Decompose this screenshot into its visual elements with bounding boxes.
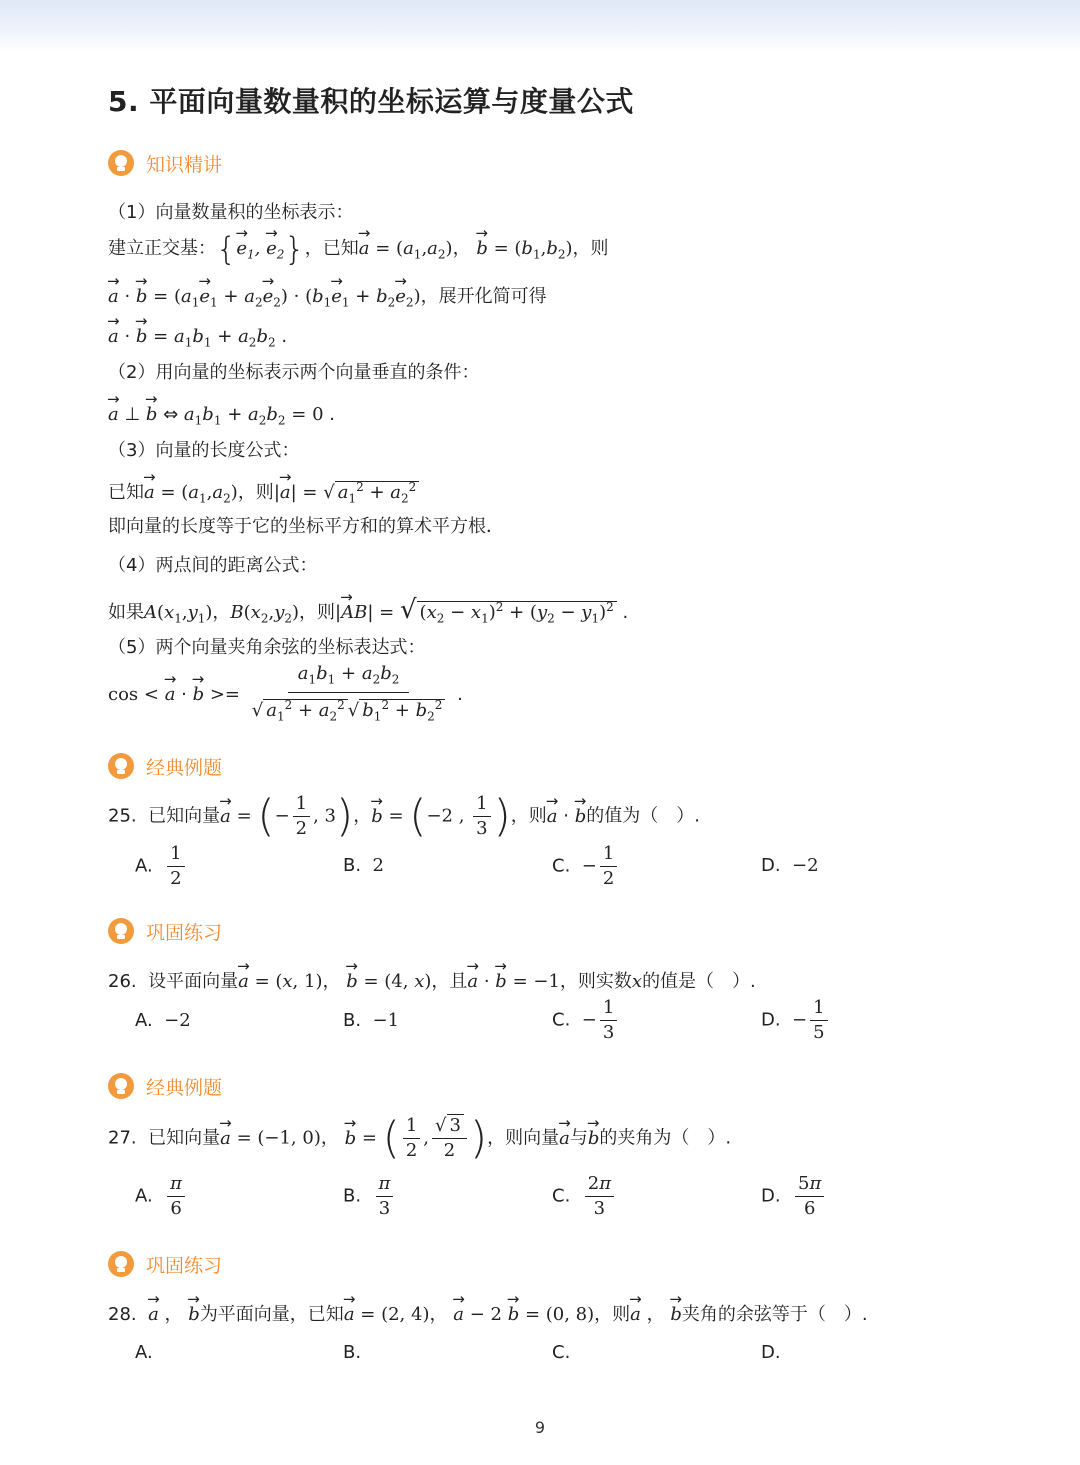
knowledge-p4-heading: （4）两点间的距离公式： bbox=[108, 555, 318, 576]
option-b[interactable]: B. 2 bbox=[343, 855, 384, 876]
question-27: 27. 已知向量→ a = (−1, 0)， → b = ( $\frac{1}{2}$ , $\frac{√ 3}{2}$ )，则向量→ a与→ b的夹角为（ ）. bbox=[108, 1114, 731, 1163]
knowledge-p2-heading: （2）用向量的坐标表示两个向量垂直的条件： bbox=[108, 362, 480, 383]
option-c[interactable]: C. − $\frac{1}{3}$ bbox=[552, 996, 620, 1045]
section-practice-header bbox=[108, 916, 222, 946]
option-d[interactable]: D. $\frac{5\pi}{6}$ bbox=[761, 1172, 827, 1221]
option-d[interactable]: D. − $\frac{1}{5}$ bbox=[761, 996, 831, 1045]
section-label: 经典例题 bbox=[146, 1076, 223, 1099]
knowledge-p4-formula: 如果$A(x_1,y_1)$，$B(x_2,y_2)$，则|→ AB| = √ $(x_2 - x_1)^2 + (y_2 - y_1)^2$ . bbox=[108, 594, 628, 632]
knowledge-p1-basis: 建立正交基：{→ $e_1$, → $e_2$}，已知→ $a = (a_1,a_2)$， → $b = (b_1,b_2)$，则 bbox=[108, 232, 609, 268]
header-band bbox=[0, 0, 1080, 52]
option-a[interactable]: A. bbox=[135, 1342, 153, 1363]
knowledge-p3-note: 即向量的长度等于它的坐标平方和的算术平方根． bbox=[108, 516, 504, 537]
knowledge-p5-heading: （5）两个向量夹角余弦的坐标表达式： bbox=[108, 637, 426, 658]
option-a[interactable]: A. −2 bbox=[135, 1010, 191, 1031]
page-number: 9 bbox=[534, 1418, 546, 1437]
section-label: 巩固练习 bbox=[146, 921, 223, 944]
option-c[interactable]: C. bbox=[552, 1342, 571, 1363]
question-25: 25. 已知向量→ a = (− $\frac{1}{2}$ , 3)，→ b = (−2 , $\frac{1}{3}$ )，则→ a · → b的值为（ ）. bbox=[108, 792, 700, 841]
knowledge-p3-formula: 已知→ $a = (a_1,a_2)$，则|→ a| = √ $a_1^2 + a_2^2$ bbox=[108, 474, 419, 512]
section-label: 巩固练习 bbox=[146, 1254, 223, 1277]
section-label: 知识精讲 bbox=[146, 153, 223, 176]
option-b[interactable]: B. bbox=[343, 1342, 362, 1363]
section-practice-header bbox=[108, 1249, 222, 1279]
section-example-header bbox=[108, 1071, 222, 1101]
option-c[interactable]: C. − $\frac{1}{2}$ bbox=[552, 842, 620, 891]
option-a[interactable]: A. $\frac{\pi}{6}$ bbox=[135, 1172, 188, 1221]
section-example-header bbox=[108, 751, 222, 781]
question-26: 26. 设平面向量→ a = (x, 1)， → b = (4, x)，且→ a · → b = −1，则实数x的值是（ ）. bbox=[108, 965, 756, 993]
section-knowledge-header bbox=[108, 148, 222, 178]
option-a[interactable]: A. $\frac{1}{2}$ bbox=[135, 842, 188, 891]
page-title: 5. 平面向量数量积的坐标运算与度量公式 bbox=[108, 85, 634, 118]
knowledge-p2-formula: → a ⊥ → b ⇔ $a_1b_1 + a_2b_2 = 0$ . bbox=[108, 398, 335, 434]
lightbulb-icon bbox=[108, 753, 134, 779]
knowledge-p1-expansion: → a · → $b = (a_1\to e_1 + a_2\to e_2) \cdot (b_1\to e_1 + b_2\to e_2)$，展开化简可得 bbox=[108, 280, 547, 316]
question-28: 28. → a ， → b为平面向量，已知→ a = (2, 4)， → a − 2 → b = (0, 8)，则→ a ， → b夹角的余弦等于（ ）. bbox=[108, 1298, 868, 1326]
lightbulb-icon bbox=[108, 1073, 134, 1099]
knowledge-p1-result: → a · → $b = a_1b_1 + a_2b_2$ . bbox=[108, 320, 287, 356]
lightbulb-icon bbox=[108, 918, 134, 944]
lightbulb-icon bbox=[108, 1251, 134, 1277]
option-b[interactable]: B. −1 bbox=[343, 1010, 400, 1031]
option-c[interactable]: C. $\frac{2\pi}{3}$ bbox=[552, 1172, 617, 1221]
option-d[interactable]: D. bbox=[761, 1342, 781, 1363]
option-b[interactable]: B. $\frac{\pi}{3}$ bbox=[343, 1172, 396, 1221]
lightbulb-icon bbox=[108, 150, 134, 176]
knowledge-p3-heading: （3）向量的长度公式： bbox=[108, 440, 300, 461]
section-label: 经典例题 bbox=[146, 756, 223, 779]
knowledge-p5-formula: cos < → a · → b >= $\frac{a_1b_1 + a_2b_2}{√ a_1^2 + a_2^2 √ b_1^2 + b_2^2}$ . bbox=[108, 662, 463, 728]
knowledge-p1-heading: （1）向量数量积的坐标表示： bbox=[108, 202, 354, 223]
option-d[interactable]: D. −2 bbox=[761, 855, 819, 876]
